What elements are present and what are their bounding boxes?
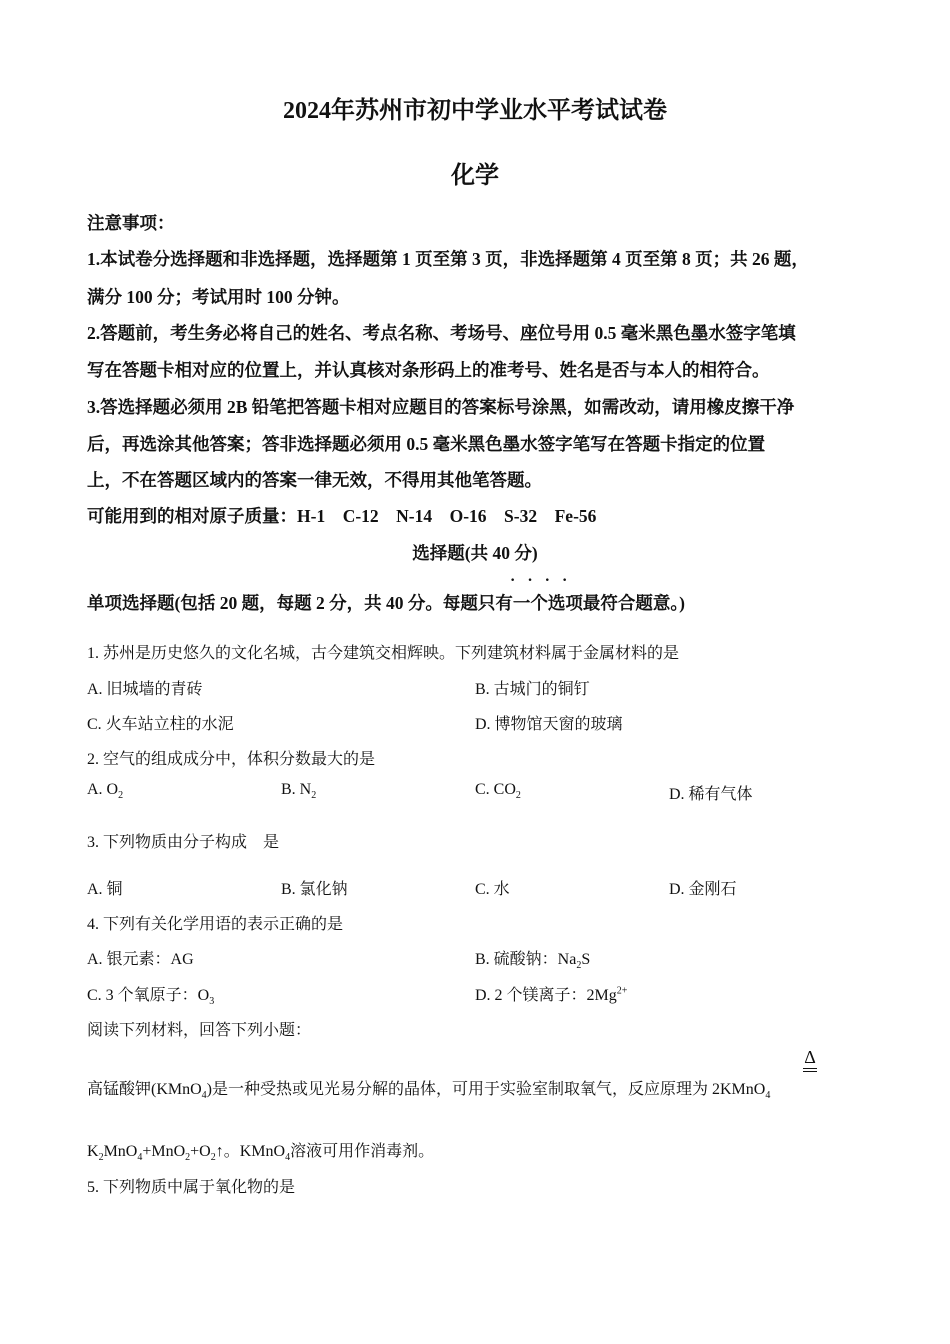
reading-line-1: 高锰酸钾(KMnO$_4$)是一种受热或见光易分解的晶体，可用于实验室制取氧气，反应原理为 2KMnO$_4$ <box>87 1081 771 1102</box>
q1-option-b: B. 古城门的铜钉 <box>475 681 590 698</box>
q2-option-d: D. 稀有气体 <box>669 786 753 803</box>
reading-intro: 阅读下列材料，回答下列小题： <box>87 1022 312 1039</box>
q1-option-a: A. 旧城墙的青砖 <box>87 681 203 698</box>
notice-line: 后，再选涂其他答案；答非选择题必须用 0.5 毫米黑色墨水签字笔写在答题卡指定的位置 <box>87 434 766 454</box>
subject-title: 化学 <box>451 163 499 189</box>
notice-line: 2.答题前，考生务必将自己的姓名、考点名称、考场号、座位号用 0.5 毫米黑色墨水签字笔填 <box>87 323 796 343</box>
emphasis-dots: ···· <box>510 572 580 589</box>
q3-option-c: C. 水 <box>475 881 510 898</box>
q4-option-c: C. 3 个氧原子：$O_3$ <box>87 987 215 1008</box>
notice-line: 上，不在答题区域内的答案一律无效，不得用其他笔答题。 <box>87 470 542 490</box>
q4-option-d: D. 2 个镁离子：$2Mg^{2+}$ <box>475 985 628 1004</box>
q3-option-a: A. 铜 <box>87 881 123 898</box>
q4-option-a: A. 银元素：AG <box>87 951 194 968</box>
question-1-stem: 1. 苏州是历史悠久的文化名城，古今建筑交相辉映。下列建筑材料属于金属材料的是 <box>87 645 680 662</box>
section-title: 选择题(共 40 分) <box>412 543 538 563</box>
notice-line: 写在答题卡相对应的位置上，并认真核对条形码上的准考号、姓名是否与本人的相符合。 <box>87 360 770 380</box>
atomic-masses: 可能用到的相对原子质量：H-1 C-12 N-14 O-16 S-32 Fe-56 <box>87 506 597 526</box>
q2-option-a: A. $O_2$ <box>87 781 124 802</box>
q2-option-b: B. $N_2$ <box>281 781 317 802</box>
q3-option-d: D. 金刚石 <box>669 881 737 898</box>
notice-line: 满分 100 分；考试用时 100 分钟。 <box>87 287 350 307</box>
section-instruction: 单项选择题(包括 20 题，每题 2 分，共 40 分。每题只有一个选项最符合题意。) <box>87 593 685 613</box>
q2-option-c: C. $CO_2$ <box>475 781 521 802</box>
exam-title: 2024年苏州市初中学业水平考试试卷 <box>283 98 667 124</box>
q4-option-b: B. 硫酸钠：$Na_2S$ <box>475 951 591 972</box>
question-5-stem: 5. 下列物质中属于氧化物的是 <box>87 1179 296 1196</box>
reading-line-2: $K_2MnO_4+MnO_2+O_2↑$。KMnO$_4$溶液可用作消毒剂。 <box>87 1143 435 1164</box>
reaction-equals-sign <box>803 1068 817 1072</box>
notice-line: 3.答选择题必须用 2B 铅笔把答题卡相对应题目的答案标号涂黑，如需改动，请用橡皮擦干净 <box>87 397 795 417</box>
question-4-stem: 4. 下列有关化学用语的表示正确的是 <box>87 916 344 933</box>
q1-option-d: D. 博物馆天窗的玻璃 <box>475 716 623 733</box>
heating-condition <box>800 1048 820 1072</box>
question-2-stem: 2. 空气的组成成分中，体积分数最大的是 <box>87 751 376 768</box>
question-3-stem: 3. 下列物质由分子构成 是 <box>87 834 280 851</box>
q1-option-c: C. 火车站立柱的水泥 <box>87 716 234 733</box>
delta-symbol: Δ <box>804 1047 816 1067</box>
notice-line: 1.本试卷分选择题和非选择题，选择题第 1 页至第 3 页，非选择题第 4 页至第 8 页；共 26 题， <box>87 249 809 269</box>
notice-heading: 注意事项： <box>87 213 175 233</box>
q3-option-b: B. 氯化钠 <box>281 881 348 898</box>
